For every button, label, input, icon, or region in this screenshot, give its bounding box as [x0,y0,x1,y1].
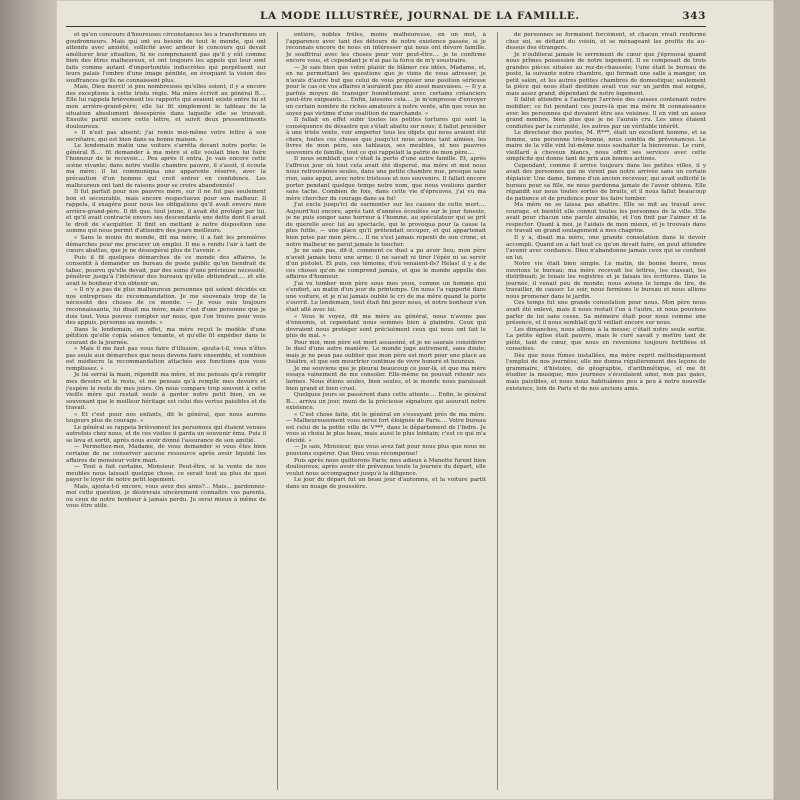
column-divider [497,32,498,790]
paragraph: — Permettez-moi, Madame, de vous demander si vous êtes bien certaine de ne conserver aucune ressource après avoir liquidé les affaires de monsieur votre mari. [66,444,266,464]
paragraph: J'ai vu tomber mon père sous mes yeux, comme un homme qui s'endort, au matin d'un jour de printemps. On nous l'a rapporté dans une voiture, et je n'ai jamais oublié le cri de ma mère quand la porte s'ouvrit. Le lendemain, tout était fini pour nous, et notre bonheur s'en était allé avec lui. [286,280,486,313]
paragraph: Il fut parfait pour nos pauvres mère, sur il ne fut pas seulement bon et secourable, mais encore respectueux pour son malheur. Il rappela, il exagéra pour nous les obligations qu'il avait envers mon arrière-grand-père. Il dit que, tout jeune, il avait été protégé par lui, et qu'il avait contracté envers ses descendants une dette dont il avait le droit de s'acquitter. Il finit en mettant à notre disposition une somme qui nous permit d'attendre des jours meilleurs. [66,189,266,235]
paragraph: entière, nobles frêles, moins malheureuse, en un mot, à l'apparence avec tant des détours de notre existence passée, si je reconnais encore de nous en intéresser qui nous ont dévoré famille. Je souffrirai avec les choses pour voir peut-être.... je te confirme encore vous, et cependant je n'ai pas la force de m'y soustraire. [286,32,486,65]
binding-edge [0,0,56,800]
paragraph: Il fallait en effet subir toutes les petites tortures qui sont la conséquence du désastre qui s'était abattu sur nous; il fallut procéder à une triste vente, voir emporter tous les objets qui nous avaient été chers, toutes ces choses que jusqu'ici nous avions tant aimées, les livres de mon père, ses tableaux, ses meubles, et nos pauvres souvenirs de famille, tout ce qui rappelait la patrie de mon père.... [286,117,486,156]
paragraph: de personnes se formaient forcément, et chacun vivait renfermé chez soi, se défiant du voisin, et se ménageant les profits du au-dessus des étrangers. [506,32,706,52]
paragraph: Notre vie était bien simple. Le matin, de bonne heure, nous ouvrions le bureau; ma mère recevait les lettres, les classait, les distribuait; je tenais les registres et je faisais les écritures. Dans la journée, il venait peu de monde; nous avions le temps de lire, de travailler, de causer. Le soir, nous fermions le bureau et nous allions nous promener dans le jardin. [506,261,706,300]
paragraph: Le directeur des postes, M. R***, était un excellent homme, et sa femme, une personne très-bonne, nous combla de prévenances. Le maire de la ville vint lui-même nous souhaiter la bienvenue. Le curé, vieillard à cheveux blancs, nous offrit ses services avec cette simplicité qui donne tant de prix aux bonnes actions. [506,130,706,163]
text-column-3 [506,32,706,790]
paragraph: Je me souviens que je pleurai beaucoup ce jour-là, et que ma mère essaya vainement de me consoler. Elle-même ne pouvait retenir ses larmes. Nous étions seules, bien seules, et le monde nous paraissait bien grand et bien cruel. [286,365,486,392]
paragraph: « Vous le voyez, dit ma mère au général, nous n'avons pas d'ennemis, et cependant nous sommes bien à plaindre. Ceux qui devraient nous protéger sont précisément ceux qui nous ont fait le plus de mal. » [286,313,486,340]
paragraph: Le lendemain matin une voiture s'arrêta devant notre porte: le général B.... fit demander à ma mère si elle voulait bien lui faire l'honneur de le recevoir.... Peu après il entra. Je vais encore cette scène vivante; dans notre vieille chambre pauvre, il s'assit, il écouta ma mère; il lui communiqua une apparente réserve, avec la précaution d'un homme qui croit entrer en confidence. Les malheureux ont tant de raisons pour se croire abandonnés! [66,143,266,189]
paragraph: Je n'oublierai jamais le serrement de cœur que j'éprouvai quand nous prîmes possession de notre logement. Il se composait de trois grandes pièces situées au rez-de-chaussée; l'une était le bureau de poste, la suivante notre chambre, qui formait une salle à manger, un petit salon, et les autres petites chambres de domestique; seulement la pièce qui nous était destinée avait vue sur un jardin mal soigné, mais assez grand, dépendant de notre logement. [506,51,706,97]
paragraph: Le général se rappela brièvement les personnes qui étaient venues autrefois chez nous, et de ces visites il garda un souvenir ému. Puis il se leva et sortit, après nous avoir donné l'assurance de son amitié. [66,424,266,444]
paragraph: « C'est chose faite, dit le général en s'essuyant près de ma mère. — Malheureusement vous serez fort éloignée de Paris.... Votre bureau est celui de la petite ville de V***, dans le département de l'Indre. Je vous ai choisi le plus beau, mais aussi le plus lointain; c'est ce qui m'a décidé. » [286,411,486,444]
column-divider [277,32,278,790]
paragraph: J'ai exclu jusqu'ici de surmonter sur les causes de cette mort.... Aujourd'hui encore, après tant d'années écoulées sur le jour funeste, je ne puis songer sans horreur à l'homme, au spéculateur qui se prit de querelle avec lui au spectacle, qui le provoqua pour la cause la plus futile, — une place qu'il prétendait occuper, et qui appartenait bien prise par mon père.... Il ne s'est jamais repenti de son crime, et notre malheur ne parut jamais le toucher. [286,202,486,248]
paragraph: « Il n'est pas absent; j'ai remis moi-même votre lettre à son secrétaire, qui est bien dans sa bonne maison. » [66,130,266,143]
paragraph: Ma mère ne se laissa pas abattre. Elle se mit au travail avec courage, et bientôt elle connut toutes les personnes de la ville. Elle avait pour chacun une parole aimable, et l'on finit par l'aimer et la respecter. Quant à moi, je l'aidais de mon mieux, et je trouvais dans ce travail un grand soulagement à mes chagrins. [506,202,706,235]
paragraph: Puis après nous quitterons Paris; mes adieux à Manette furent bien douloureux; après avoir été prévenue toute la journée du départ, elle voulut nous accompagner jusqu'à la diligence. [286,457,486,477]
paragraph: « Il n'y a pas de plus malheureux personnes qui soient décidés en nos entreprises de recommandation. Je me souvenais trop de la nécessité des choses de ce monde. — Je vous suis toujours reconnaissante, lui disait ma mère, mais c'est d'une personne que je dois tout. Vous pouvez compter sur nous, que l'on trouve pour vous des appuis, personne au monde. » [66,287,266,327]
paragraph: « Mais il me faut pas vous faire d'illusion, ajouta-t-il, vous n'êtes pas seule aux démarches que nous devons faire ensemble, et combien est médiocre la recommandation attachée aux fonctions que vous remplissez. » [66,346,266,372]
paragraph: Il y a, disait ma mère, une grande consolation dans le devoir accompli. Quand on a fait tout ce qu'on devait faire, on peut attendre l'avenir avec confiance. Dieu n'abandonne jamais ceux qui se confient en lui. [506,234,706,261]
header-rule [66,26,706,27]
paragraph: « Sans le moins du monde, dit ma mère, il a fait les premières démarches pour me procurer un emploi. Il me a rendu l'air à tant de cœurs abattus, que je ne désespérai plus de l'avenir. » [66,234,266,255]
paragraph: Puis il fit quelques démarches de ce monde des affaires, le consentit à demander un bureau de poste public qu'on tiendrait de tabac, pourvu qu'elle devait, par des soins d'une précieuse nécessité, pénétrer jusqu'à l'intérieur des bureaux qu'elle obtiendrait.... et elle avait le bonheur d'en obtenir un. [66,254,266,287]
paragraph: Cependant, comme il arrive toujours dans les petites villes, il y avait des personnes qui ne virent pas notre arrivée sans un certain déplaisir. Une dame, femme d'un ancien receveur, qui avait sollicité le bureau pour sa fille, ne nous pardonna jamais de l'avoir obtenu. Elle répandit sur nous toutes sortes de bruits, et il nous fallut beaucoup de patience et de prudence pour les faire tomber. [506,162,706,202]
paragraph: Il fallut attendre à l'auberge l'arrivée des caisses contenant notre mobilier; ce fut pendant ces jours-là que ma mère fit connaissance avec les personnes qui devaient être ses voisines. Il en vint un assez grand nombre, bien plus que je ne l'aurais cru. Les unes étaient conduites par la curiosité, les autres par un véritable intérêt. [506,97,706,130]
paragraph: — Je sais, Monsieur, que vous avez fait pour nous plus que nous ne pouvions espérer. Que Dieu vous récompense! [286,444,486,457]
paragraph: Je lui serrai la main, répondit ma mère, et me pensais qu'à remplir mes devoirs et le reste, et me pensais qu'à remplir mes devoirs et j'espère le reste de mes jours. On nous compare trop souvent à cette vieille mère qui restait seule à garder notre petit bien, en se souvenant que le meilleur héritage est celui des vertus paisibles et du travail. [66,372,266,412]
paragraph: Ces temps fut une grande consolation pour nous. Mon père nous avait été enlevé, mais il nous restait l'un à l'autre, et nous pouvions parler de lui sans cesse. Sa mémoire était pour nous comme une présence, et il nous semblait qu'il veillait encore sur nous. [506,300,706,327]
paragraph: Mais, Dieu merci! si peu nombreuses qu'elles soient, il y a encore des exceptions à cette triste règle. Ma mère écrivit au général B.... Elle lui rappela brièvement les rapports qui avaient existé entre lui et mon arrière-grand-père; elle lui fit simplement le tableau de la situation absolument désespérée dans laquelle elle se trouvait. Ensuite partit encore cette lettre, et suivit deux pressentiments douloureux. [66,84,266,130]
text-column-1 [66,32,266,790]
paragraph: — Je sais bien que votre plaisir de blâmer ces idées, Madame, et, en ne permettant les questions que je viens de vous adresser, je n'avais d'autre but que celui de vous proposer une position sérieuse pour le cas où vos affaires n'auraient pas été aussi mauvaises. — Il y a parfois moyen de transiger honnêtement avec certains créanciers peut-être exigeants.... Enfin, laissons cela.... je m'empresse d'envoyer un certain nombre de riches amateurs à notre vente, afin que vous ne soyez pas victime d'une coalition de marchands. » [286,64,486,117]
journal-title: LA MODE ILLUSTRÉE, JOURNAL DE LA FAMILLE. [260,10,580,22]
paragraph: Il nous semblait que c'était la perte d'une autre famille. Et, après l'affreux jour où tout cela avait été dispersé, ma mère et moi nous nous retrouvâmes seules, dans une petite chambre nue, presque sans rien, sans appui, avec notre tristesse et nos souvenirs. Il fallait encore porter pendant quelque temps notre nom, que nous voulions garder sans tache. Combien de fois, dans cette vie d'épreuves, j'ai vu ma mère chercher du courage dans sa foi! [286,156,486,202]
paragraph: Mais, ajouta-t-il encore, vous avez des amis?... Mais... pardonnez-moi cette question, je désirerais sincèrement connaître vos parents, ou ceux de notre bonheur à jamais perdu. Je serai mieux à même de vous être utile. [66,483,266,510]
paragraph: « Et c'est pour nos enfants, dit le général, que nous aurons toujours plus de courage. » [66,411,266,425]
paragraph: — Tout à fait certaine, Monsieur. Peut-être, si la vente de nos meubles nous laissait quelque chose, ce serait tout au plus de quoi payer le loyer de notre petit logement. [66,464,266,484]
paragraph: Quelques jours se passèrent dans cette attente.... Enfin, le général B.... arriva un jour, muni de la précieuse signature qui assurait notre existence. [286,392,486,412]
paragraph: Pour moi, mon père est mort assassiné, et je ne saurais considérer le duel d'une autre manière. Le monde juge autrement, sans doute; mais je ne peux pas oublier que mon père est mort pour une place au théâtre, et que son meurtrier continue de vivre honoré et heureux. [286,339,486,366]
paragraph: Les dimanches, nous allions à la messe; c'était notre seule sortie. La petite église était pauvre, mais le curé savait y mettre tant de piété, tant de cœur, que nous en revenions toujours fortifiées et consolées. [506,326,706,353]
page-number: 343 [682,10,706,22]
paragraph: Dans le lendemain, en effet, ma mère reçut le modèle d'une pétition qu'elle copia séance tenante, et qu'elle fit expédier dans le courant de la journée. [66,326,266,346]
text-column-2 [286,32,486,790]
paragraph: et qu'en concours d'heureuses circonstances les a transformées en goudronneurs. Mais qui ont eu besoin de tout le monde, qui ont attendu avec anxiété, sollicité avec ardeur le concours qui devait améliorer leur situation, Si ne comprenaient pas qu'il y eût comme bien des êtres malheureux, et ont toujours les appels qui leur sont faits comme autant d'importunités indiscrètes qui perpétuent sur leurs palais l'ombre d'une image pénible, en évoquant la vision des souffrances qu'ils ne connaissent plus. [66,32,266,84]
paragraph: Dès que nous fûmes installées, ma mère reprit méthodiquement l'emploi de nos journées; elle me donna régulièrement des leçons de grammaire, d'histoire, de géographie, d'arithmétique, et me fit étudier la musique; mes journées s'écoulaient ainsi, non pas gaies, mais paisibles, et nous nous habituâmes peu à peu à notre nouvelle existence, loin de Paris et de nos anciens amis. [506,352,706,392]
paragraph: Le jour du départ fut un beau jour d'automne, et la voiture partit dans un nuage de poussière. [286,477,486,490]
paragraph: Je ne sais pas, dit-il, comment ce duel a pu avoir lieu; mon père n'avait jamais tenu une arme; il ne savait ni tirer l'épée ni se servir d'un pistolet. Et puis, ces témoins, d'où venaient-ils? Hélas! il y a de ces choses qu'on ne comprend jamais, et que le monde appelle des affaires d'honneur. [286,248,486,281]
page-header [66,10,706,24]
